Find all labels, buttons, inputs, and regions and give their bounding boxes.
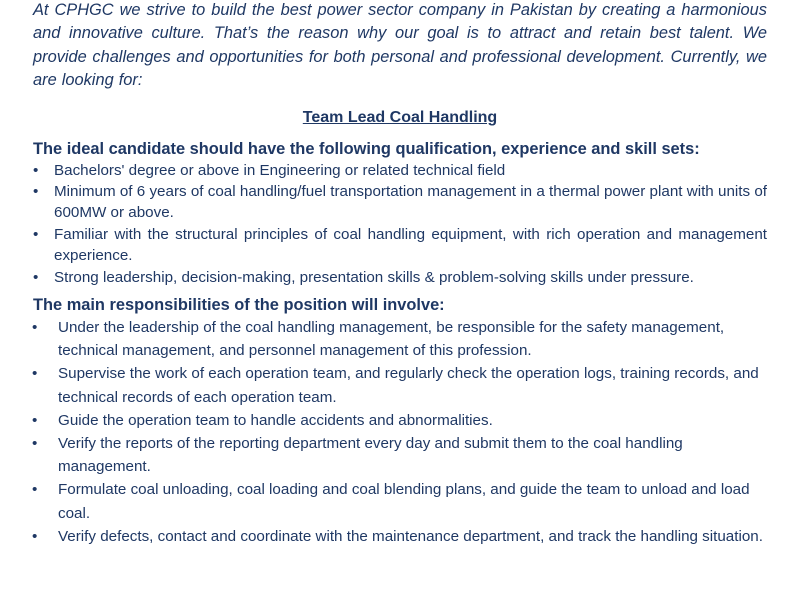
qualifications-heading: The ideal candidate should have the following qualification, experience and skill sets:	[33, 139, 700, 158]
responsibility-item	[33, 316, 767, 362]
qualification-item	[33, 267, 767, 288]
responsibility-text: Guide the operation team to handle accidents and abnormalities.	[58, 411, 493, 429]
qualification-item	[33, 160, 767, 181]
responsibility-item	[33, 478, 767, 524]
bullet-icon: •	[33, 268, 39, 286]
responsibility-item	[33, 362, 767, 408]
qualifications-list	[33, 160, 767, 288]
responsibility-text: Supervise the work of each operation team, and regularly check the operation logs, training records, and technical records of each operation team.	[58, 365, 759, 406]
qualification-text: Strong leadership, decision-making, presentation skills & problem-solving skills under pressure.	[54, 268, 694, 286]
bullet-icon: •	[32, 435, 38, 453]
responsibility-text: Verify defects, contact and coordinate with the maintenance department, and track the handling situation.	[58, 527, 763, 545]
responsibility-text: Verify the reports of the reporting department every day and submit them to the coal handling management.	[58, 435, 683, 476]
responsibility-item	[33, 409, 767, 432]
intro-paragraph: At CPHGC we strive to build the best power sector company in Pakistan by creating a harmonious and innovative culture. That’s the reason why our goal is to attract and retain best talent. We provide challenges and opportunities for both personal and professional development. Currently, we are looking for:	[33, 1, 767, 90]
bullet-icon: •	[32, 527, 38, 545]
bullet-icon: •	[33, 225, 39, 243]
bullet-icon: •	[32, 411, 38, 429]
job-title: Team Lead Coal Handling	[302, 108, 498, 126]
qualification-text: Familiar with the structural principles of coal handling equipment, with rich operation and management experience.	[54, 225, 767, 265]
responsibility-item	[33, 525, 767, 548]
job-posting	[33, 0, 767, 548]
qualification-text: Minimum of 6 years of coal handling/fuel transportation management in a thermal power plant with units of 600MW or above.	[54, 183, 767, 222]
responsibility-text: Under the leadership of the coal handling management, be responsible for the safety management, technical management, and personnel management of this profession.	[58, 319, 725, 360]
bullet-icon: •	[32, 481, 38, 499]
qualification-text: Bachelors' degree or above in Engineering or related technical field	[54, 161, 506, 179]
responsibilities-list	[33, 316, 767, 548]
bullet-icon: •	[33, 183, 39, 201]
responsibility-item	[33, 432, 767, 478]
bullet-icon: •	[32, 365, 38, 383]
responsibilities-heading: The main responsibilities of the position will involve:	[33, 296, 445, 315]
bullet-icon: •	[33, 161, 39, 179]
responsibility-text: Formulate coal unloading, coal loading and coal blending plans, and guide the team to unload and load coal.	[58, 481, 750, 522]
bullet-icon: •	[32, 319, 38, 337]
qualification-item	[33, 181, 767, 224]
qualification-item	[33, 224, 767, 267]
